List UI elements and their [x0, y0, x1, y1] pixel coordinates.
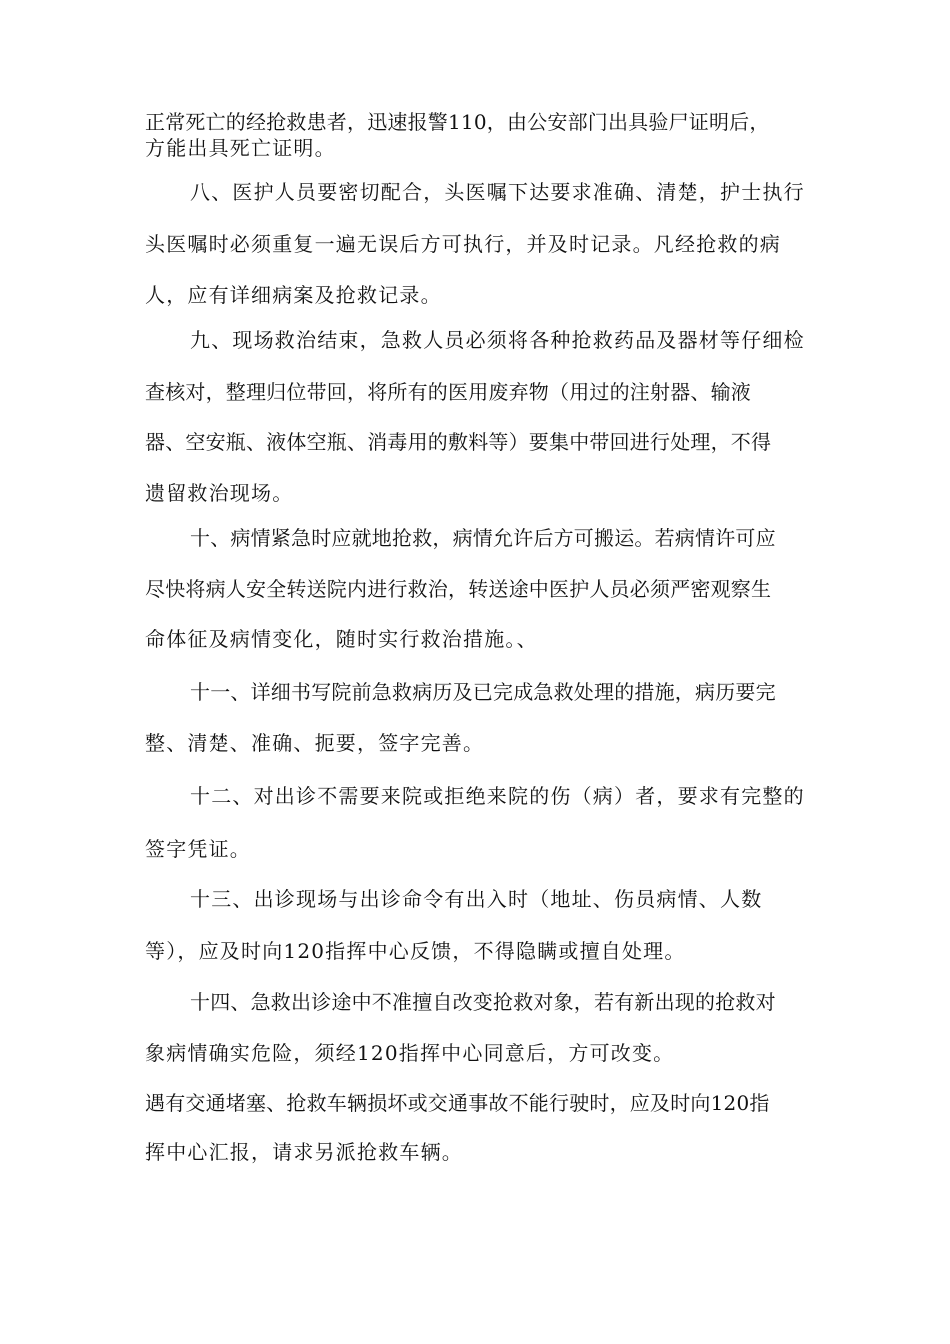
text-line-2: 方能出具死亡证明。: [145, 136, 336, 160]
paragraph-13-line-1: 十三、出诊现场与出诊命令有出入时（地址、伤员病情、人数: [190, 887, 763, 911]
paragraph-8-line-1: 八、医护人员要密切配合，头医嘱下达要求准确、清楚，护士执行: [190, 180, 805, 204]
text-line-1: 正常死亡的经抢救患者，迅速报警110，由公安部门出具验尸证明后，: [145, 110, 770, 134]
paragraph-10-line-3: 命体征及病情变化，随时实行救治措施。、: [145, 627, 538, 651]
paragraph-9-line-2: 查核对，整理归位带回，将所有的医用废弃物（用过的注射器、输液: [145, 380, 751, 404]
paragraph-9-line-1: 九、现场救治结束，急救人员必须将各种抢救药品及器材等仔细检: [190, 328, 805, 352]
paragraph-14-line-2: 象病情确实危险，须经120指挥中心同意后，方可改变。: [145, 1041, 675, 1065]
paragraph-10-line-2: 尽快将病人安全转送院内进行救治，转送途中医护人员必须严密观察生: [145, 577, 772, 601]
paragraph-9-line-3: 器、空安瓶、液体空瓶、消毒用的敷料等）要集中带回进行处理，不得: [145, 430, 772, 454]
paragraph-14-line-1: 十四、急救出诊途中不准擅自改变抢救对象，若有新出现的抢救对: [190, 990, 776, 1014]
paragraph-13-line-2: 等），应及时向120指挥中心反馈，不得隐瞒或擅自处理。: [145, 939, 686, 963]
paragraph-12-line-2: 签字凭证。: [145, 837, 251, 861]
paragraph-15-line-2: 挥中心汇报，请求另派抢救车辆。: [145, 1140, 463, 1164]
paragraph-11-line-2: 整、清楚、准确、扼要，签字完善。: [145, 731, 485, 755]
paragraph-10-line-1: 十、病情紧急时应就地抢救，病情允许后方可搬运。若病情许可应: [190, 526, 776, 550]
paragraph-12-line-1: 十二、对出诊不需要来院或拒绝来院的伤（病）者，要求有完整的: [190, 784, 805, 808]
paragraph-8-line-2: 头医嘱时必须重复一遍无误后方可执行，并及时记录。凡经抢救的病: [145, 232, 781, 256]
paragraph-15-line-1: 遇有交通堵塞、抢救车辆损坏或交通事故不能行驶时，应及时向120指: [145, 1091, 770, 1115]
paragraph-8-line-3: 人，应有详细病案及抢救记录。: [145, 283, 442, 307]
paragraph-11-line-1: 十一、详细书写院前急救病历及已完成急救处理的措施，病历要完: [190, 680, 776, 704]
paragraph-9-line-4: 遗留救治现场。: [145, 481, 294, 505]
